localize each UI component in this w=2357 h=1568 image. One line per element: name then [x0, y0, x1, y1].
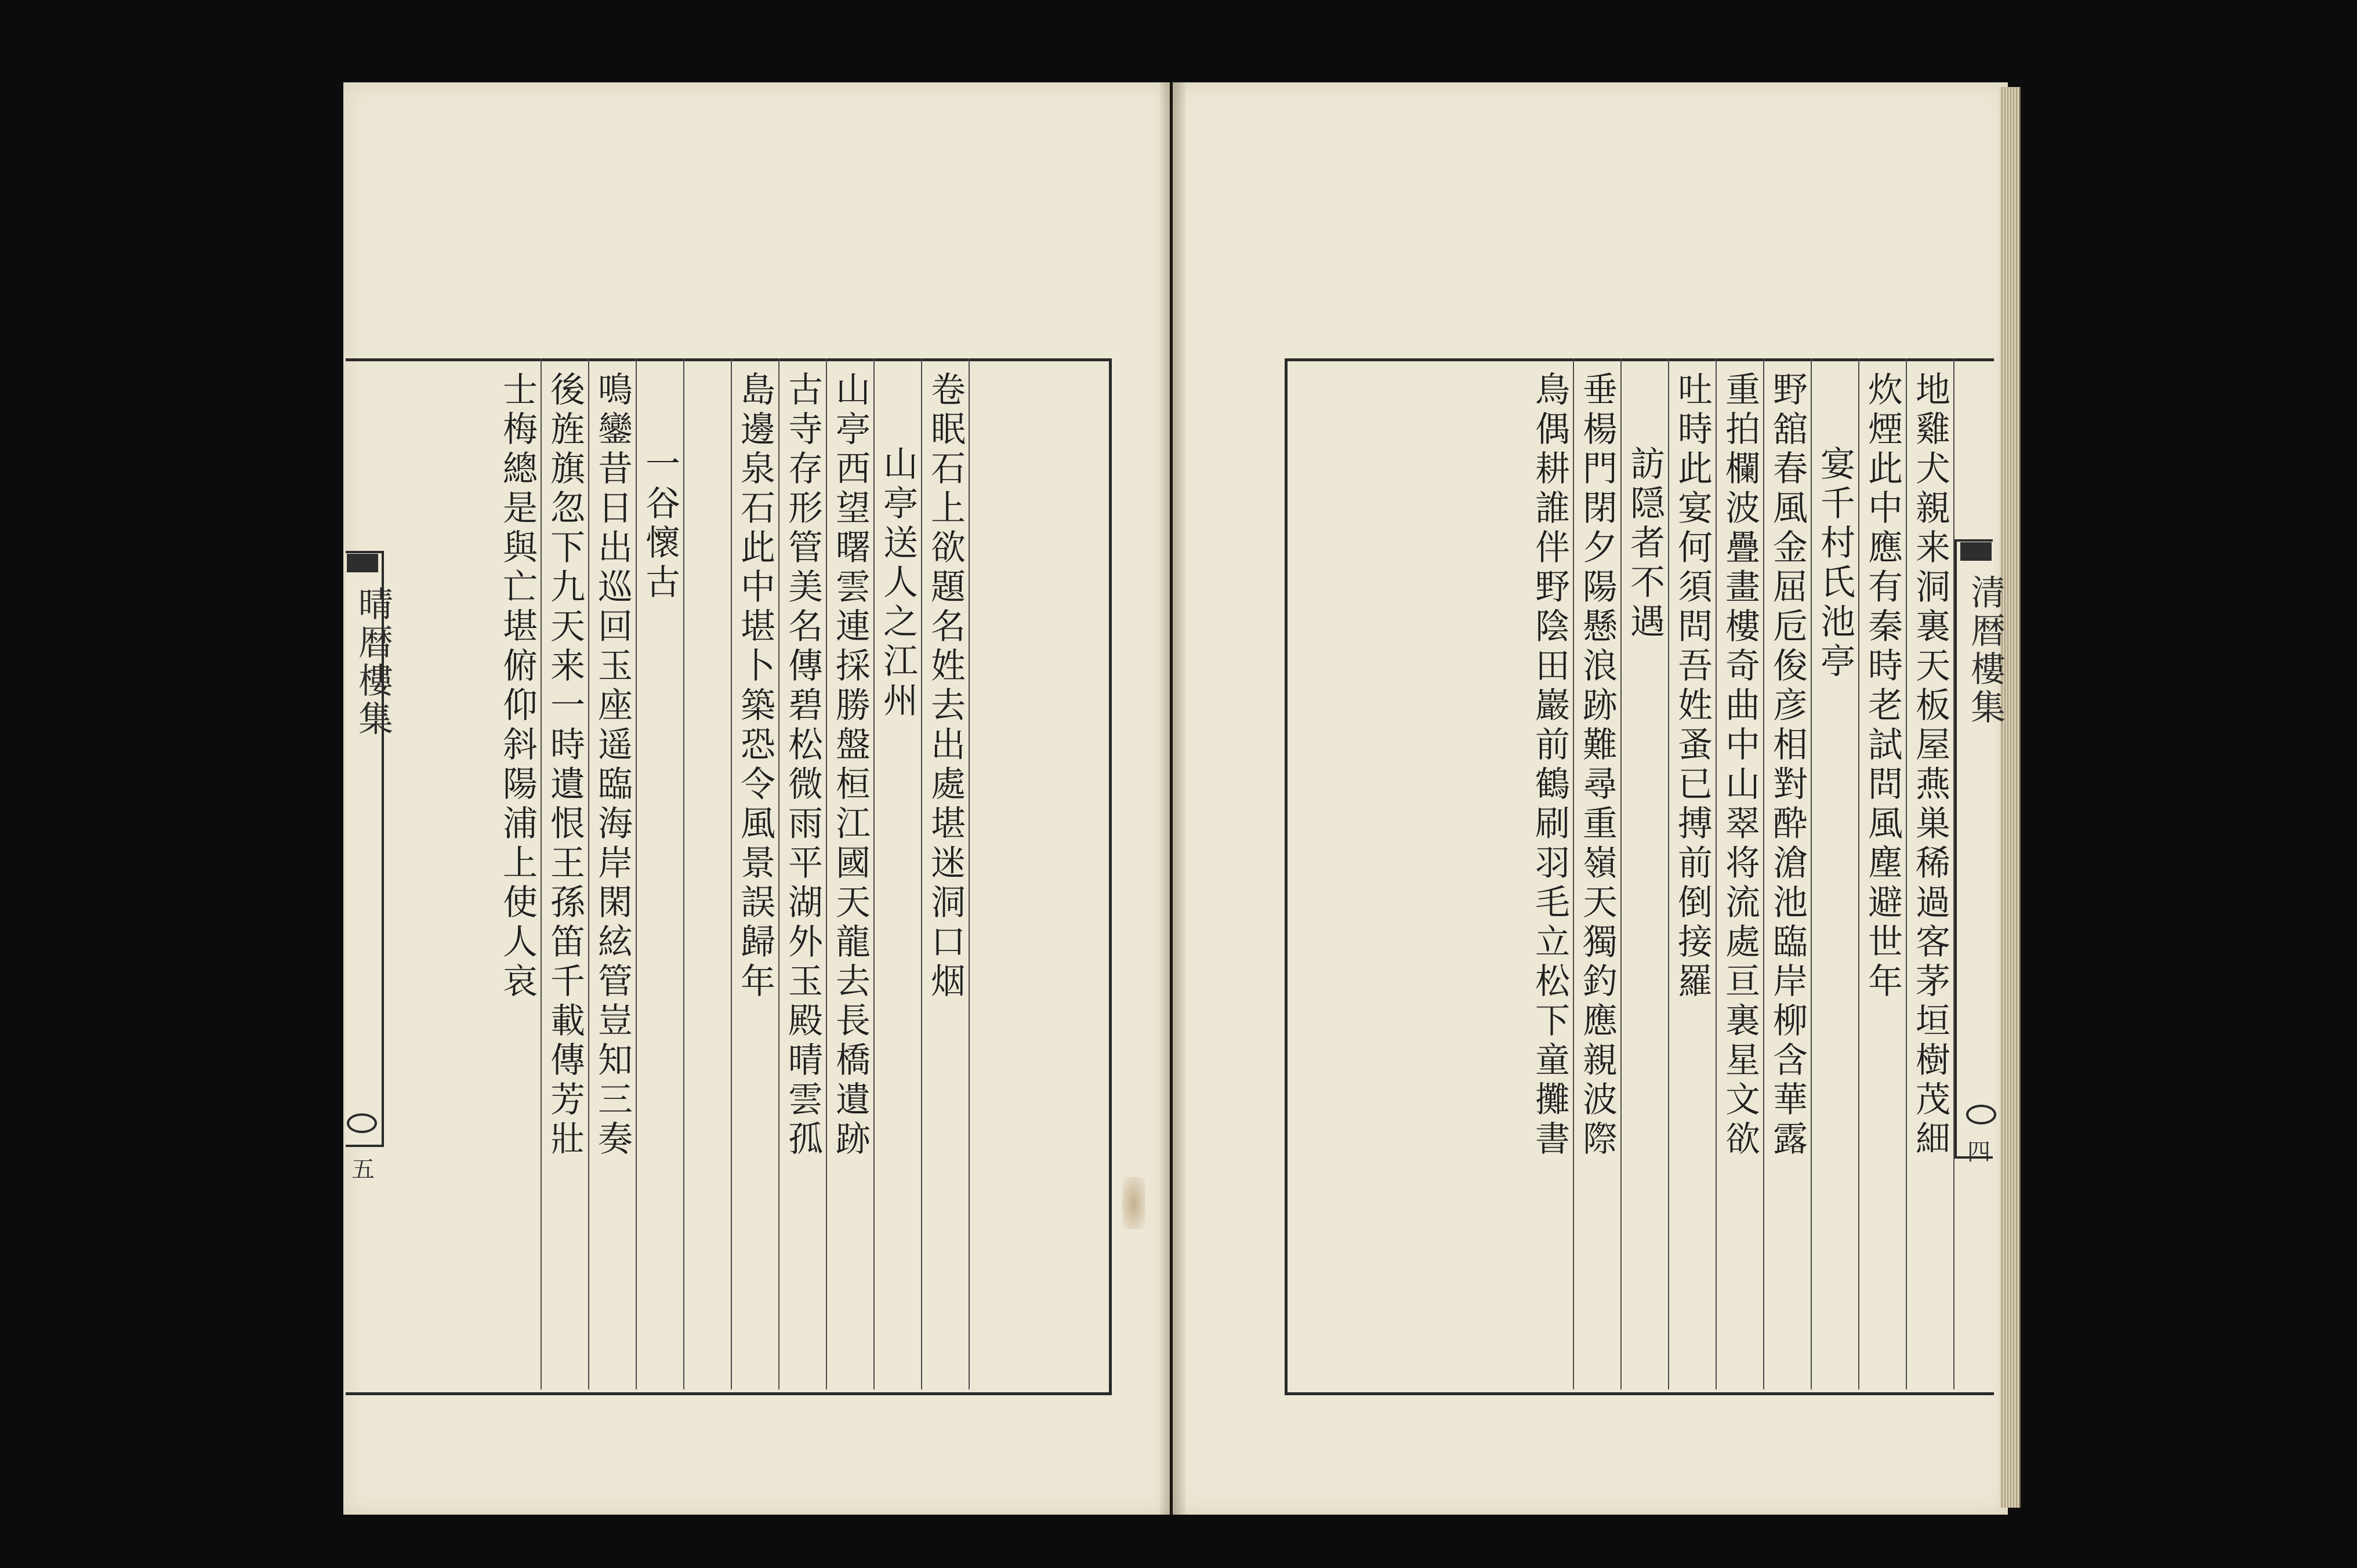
right-column-6-text: 吐時此宴何須問吾姓蚤已搏前倒接羅 [1672, 371, 1713, 1002]
right-column-1 [1907, 358, 1955, 1389]
right-margin-circle [1966, 1105, 1996, 1124]
left-column-4 [779, 358, 827, 1389]
left-margin-fishtail [347, 554, 378, 572]
left-column-blank [389, 358, 494, 1389]
right-column-4 [1764, 358, 1812, 1389]
right-column-8 [1574, 358, 1622, 1389]
right-margin-title: 清暦樓集 [1965, 574, 2006, 727]
page-edges [2000, 87, 2021, 1508]
right-column-3-text: 宴千村氏池亭 [1815, 445, 1855, 682]
left-column-7-text: 一谷懷古 [640, 445, 680, 603]
right-column-7-text: 訪隠者不遇 [1624, 445, 1665, 643]
right-column-8-text: 垂楊門閉夕陽懸浪跡難尋重嶺天獨釣應親波際 [1577, 371, 1618, 1160]
right-column-2-text: 炊煙此中應有秦時老試問風塵避世年 [1862, 371, 1903, 1002]
left-column-9-text: 後旌旗忽下九天来一時遺恨王孫笛千載傳芳壯 [545, 371, 585, 1160]
left-column-3-text: 山亭西望曙雲連採勝盤桓江國天龍去長橋遺跡 [830, 371, 871, 1160]
left-column-2-text: 山亭送人之江州 [877, 445, 918, 721]
left-column-8-text: 鳴鑾昔日出巡回玉座遥臨海岸閑絃管豈知三奏 [592, 371, 633, 1160]
right-column-2 [1859, 358, 1907, 1389]
left-folio: 五 [351, 1156, 375, 1183]
right-margin-fishtail [1960, 542, 1992, 561]
right-column-blank [1288, 358, 1526, 1389]
left-column-5-text: 島邊泉石此中堪卜築恐令風景誤歸年 [735, 371, 775, 1002]
left-margin-title: 晴暦樓集 [353, 586, 393, 739]
left-column-6 [684, 358, 732, 1389]
left-column-1 [922, 358, 970, 1389]
left-column-5 [732, 358, 779, 1389]
right-column-7 [1622, 358, 1669, 1389]
right-column-5-text: 重拍欄波疊畫樓奇曲中山翠将流處亘裏星文欲 [1720, 371, 1760, 1160]
right-column-9 [1526, 358, 1574, 1389]
left-column-10-text: 士梅總是與亡堪俯仰斜陽浦上使人哀 [497, 371, 538, 1002]
right-folio: 四 [1967, 1139, 1990, 1166]
left-column-2 [875, 358, 922, 1389]
book-gutter [1160, 82, 1185, 1515]
right-column-5 [1717, 358, 1764, 1389]
left-column-3 [827, 358, 875, 1389]
left-column-7 [637, 358, 684, 1389]
left-margin-circle [347, 1113, 377, 1133]
left-column-9 [542, 358, 589, 1389]
left-column-1-text: 卷眠石上欲題名姓去出處堪迷洞口烟 [925, 371, 966, 1002]
right-column-6 [1669, 358, 1717, 1389]
right-column-4-text: 野舘春風金屈卮俊彦相對酔滄池臨岸柳含華露 [1767, 371, 1808, 1160]
right-column-9-text: 鳥偶耕誰伴野陰田巖前鶴刷羽毛立松下童攤書 [1529, 371, 1570, 1160]
paper-stain [1122, 1177, 1145, 1229]
right-column-3 [1812, 358, 1859, 1389]
left-column-4-text: 古寺存形管美名傳碧松微雨平湖外玉殿晴雲孤 [782, 371, 823, 1160]
left-column-10 [494, 358, 542, 1389]
left-column-8 [589, 358, 637, 1389]
right-column-1-text: 地雞犬親来洞裏天板屋燕巣稀過客茅垣樹茂細 [1910, 371, 1950, 1160]
